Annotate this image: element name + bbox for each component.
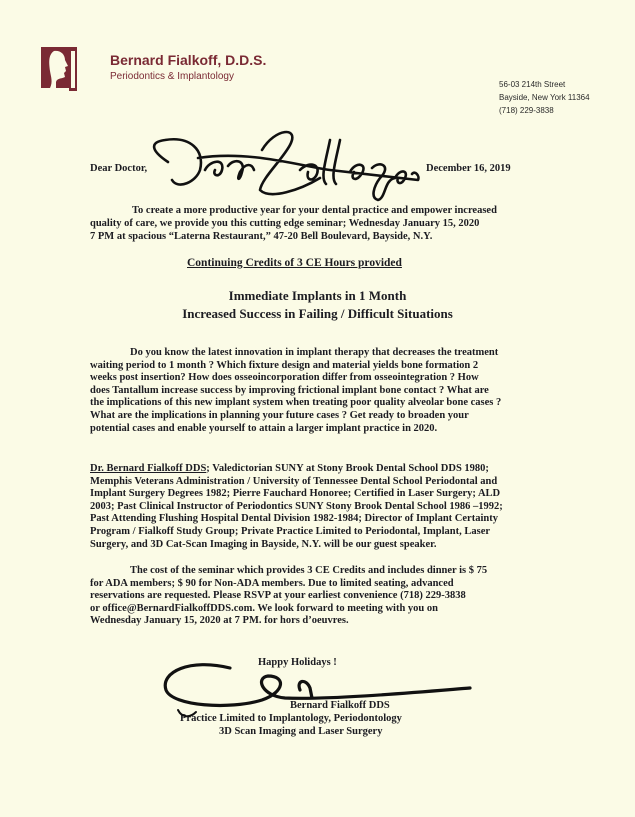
questions-line: waiting period to 1 month ? Which fixture design and material yields bone formation 2 bbox=[90, 359, 479, 371]
letter-date: December 16, 2019 bbox=[426, 163, 511, 174]
intro-line-3: 7 PM at spacious “Laterna Restaurant,” 47-20 Bell Boulevard, Bayside, N.Y. bbox=[90, 231, 433, 242]
bio-line: Implant Surgery Degrees 1982; Pierre Fauchard Honoree; Certified in Laser Surgery; ALD bbox=[90, 488, 501, 500]
bio-line: Surgery, and 3D Cat-Scan Imaging in Bayside, N.Y. will be our guest speaker. bbox=[90, 538, 437, 550]
cost-paragraph bbox=[90, 565, 560, 628]
bio-line: Memphis Veterans Administration / University of Tennessee Dental School Periodontal and bbox=[90, 475, 498, 487]
signer-practice: Practice Limited to Implantology, Periodontology bbox=[180, 713, 402, 724]
ce-credits: Continuing Credits of 3 CE Hours provided bbox=[187, 257, 402, 269]
intro-line-1: To create a more productive year for your dental practice and empower increased bbox=[132, 205, 497, 216]
questions-line: potential cases and enable yourself to attain a larger implant practice in 2020. bbox=[90, 422, 438, 434]
bio-line: Program / Fialkoff Study Group; Private Practice Limited to Periodontal, Implant, Laser bbox=[90, 525, 491, 537]
practice-name: Bernard Fialkoff, D.D.S. bbox=[110, 52, 267, 68]
cost-line: Wednesday January 15, 2020 at 7 PM. for hors d’oeuvres. bbox=[90, 615, 349, 627]
signer-services: 3D Scan Imaging and Laser Surgery bbox=[219, 726, 383, 737]
cost-line: reservations are requested. Please RSVP at your earliest convenience (718) 229-3838 bbox=[90, 590, 466, 602]
cost-line: for ADA members; $ 90 for Non-ADA members. Due to limited seating, advanced bbox=[90, 577, 454, 589]
questions-line: What are the implications in planning your future cases ? Get ready to broaden your bbox=[90, 409, 469, 421]
bio-line bbox=[90, 463, 560, 476]
salutation: Dear Doctor, bbox=[90, 163, 148, 174]
bio-line: Past Attending Flushing Hospital Dental Division 1982-1984; Director of Implant Certainty bbox=[90, 513, 498, 525]
address-city: Bayside, New York 11364 bbox=[499, 93, 590, 102]
signer-name: Bernard Fialkoff DDS bbox=[290, 700, 390, 711]
cost-line: The cost of the seminar which provides 3 CE Credits and includes dinner is $ 75 bbox=[130, 565, 488, 576]
questions-paragraph bbox=[90, 347, 560, 435]
seminar-title-line-1: Immediate Implants in 1 Month bbox=[228, 288, 407, 303]
speaker-bio bbox=[90, 463, 560, 551]
profile-silhouette-logo bbox=[41, 47, 77, 91]
address-phone: (718) 229-3838 bbox=[499, 106, 554, 115]
speaker-name: Dr. Bernard Fialkoff DDS bbox=[90, 463, 207, 474]
holiday-greeting: Happy Holidays ! bbox=[258, 657, 337, 668]
intro-line-2: quality of care, we provide you this cutting edge seminar; Wednesday January 15, 2020 bbox=[90, 218, 480, 229]
questions-line: Do you know the latest innovation in implant therapy that decreases the treatment bbox=[130, 347, 499, 358]
questions-line: weeks post insertion? How does osseoincorporation differ from osseointegration ? How bbox=[90, 372, 479, 384]
seminar-title-line-2: Increased Success in Failing / Difficult Situations bbox=[182, 306, 453, 321]
bio-line: 2003; Past Clinical Instructor of Periodontics SUNY Stony Brook Dental School 1986 –1992; bbox=[90, 500, 503, 512]
practice-specialty: Periodontics & Implantology bbox=[110, 71, 234, 82]
cost-line: or office@BernardFialkoffDDS.com. We look forward to meeting with you on bbox=[90, 602, 438, 614]
questions-line: does Tantallum increase success by improving frictional implant bone contact ? What are bbox=[90, 384, 489, 396]
bio-line-rest: ; Valedictorian SUNY at Stony Brook Dental School DDS 1980; bbox=[206, 463, 489, 474]
address-street: 56-03 214th Street bbox=[499, 80, 566, 89]
questions-line: the implications of this new implant system when treating poor quality alveolar bone cases ? bbox=[90, 397, 502, 409]
